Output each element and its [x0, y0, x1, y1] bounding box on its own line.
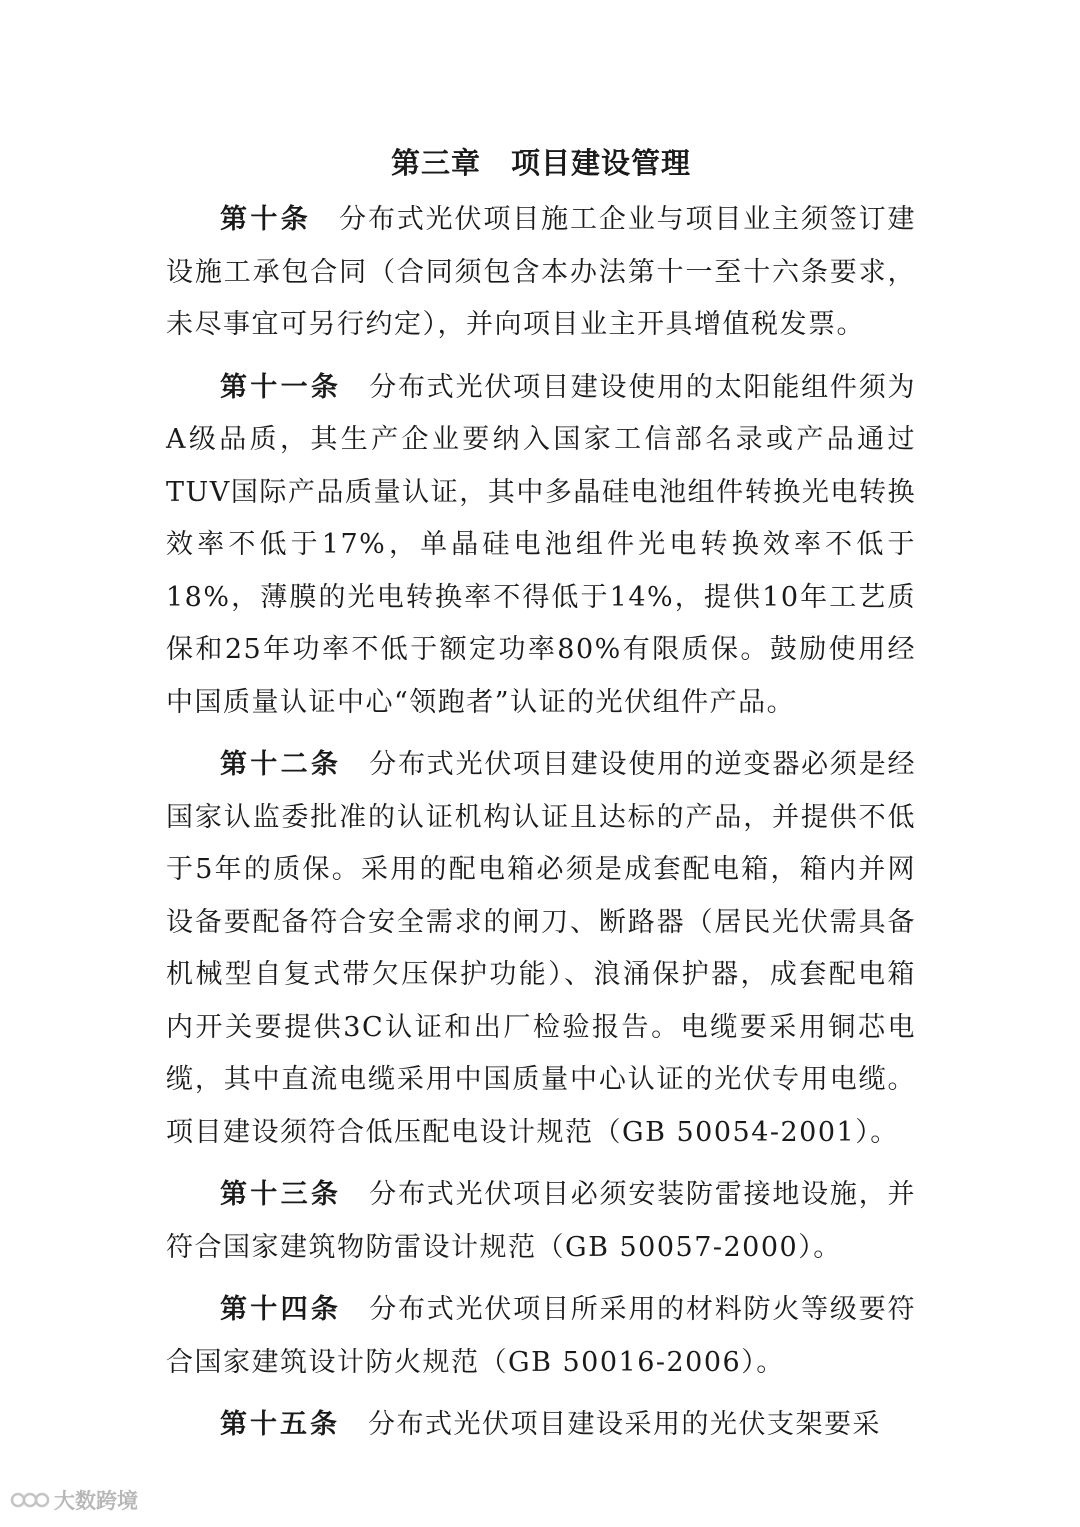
article-text: 分布式光伏项目施工企业与项目业主须签订建设施工承包合同（合同须包含本办法第十一至十六条要求，未尽事宜可另行约定），并向项目业主开具增值税发票。: [166, 204, 917, 340]
article-13: [166, 1169, 916, 1274]
article-text: 分布式光伏项目所采用的材料防火等级要符合国家建筑设计防火规范（GB 50016-2006）。: [166, 1294, 917, 1378]
article-label: 第十一条: [220, 371, 342, 403]
article-15: [166, 1399, 916, 1452]
article-text: 分布式光伏项目建设使用的太阳能组件须为A级品质，其生产企业要纳入国家工信部名录或产品通过TUV国际产品质量认证，其中多晶硅电池组件转换光电转换效率不低于17%，单晶硅电池组件光电转换效率不低于18%，薄膜的光电转换率不得低于14%，提供10年工艺质保和25年功率不低于额定功率80%有限质保。鼓励使用经中国质量认证中心“领跑者”认证的光伏组件产品。: [166, 371, 917, 718]
document-page: [166, 140, 916, 1462]
article-label: 第十三条: [220, 1179, 342, 1210]
watermark-text: 大数跨境: [54, 1489, 138, 1513]
watermark: [10, 1485, 138, 1515]
article-11: [166, 362, 916, 730]
article-text: 分布式光伏项目建设采用的光伏支架要采: [368, 1409, 881, 1440]
article-label: 第十二条: [220, 749, 342, 780]
article-text: 分布式光伏项目必须安装防雷接地设施，并符合国家建筑物防雷设计规范（GB 50057-2000）。: [166, 1179, 917, 1263]
article-text: 分布式光伏项目建设使用的逆变器必须是经国家认监委批准的认证机构认证且达标的产品，并提供不低于5年的质保。采用的配电箱必须是成套配电箱，箱内并网设备要配备符合安全需求的闸刀、断路器（居民光伏需具备机械型自复式带欠压保护功能）、浪涌保护器，成套配电箱内开关要提供3C认证和出厂检验报告。电缆要采用铜芯电缆，其中直流电缆采用中国质量中心认证的光伏专用电缆。项目建设须符合低压配电设计规范（GB 50054-2001）。: [166, 749, 917, 1148]
article-label: 第十条: [220, 204, 312, 235]
article-label: 第十五条: [220, 1409, 340, 1440]
article-12: [166, 739, 916, 1159]
chapter-title: 第三章 项目建设管理: [390, 146, 691, 180]
watermark-logo-icon: [10, 1490, 50, 1510]
article-10: [166, 194, 916, 352]
article-label: 第十四条: [220, 1294, 342, 1325]
article-14: [166, 1284, 916, 1389]
